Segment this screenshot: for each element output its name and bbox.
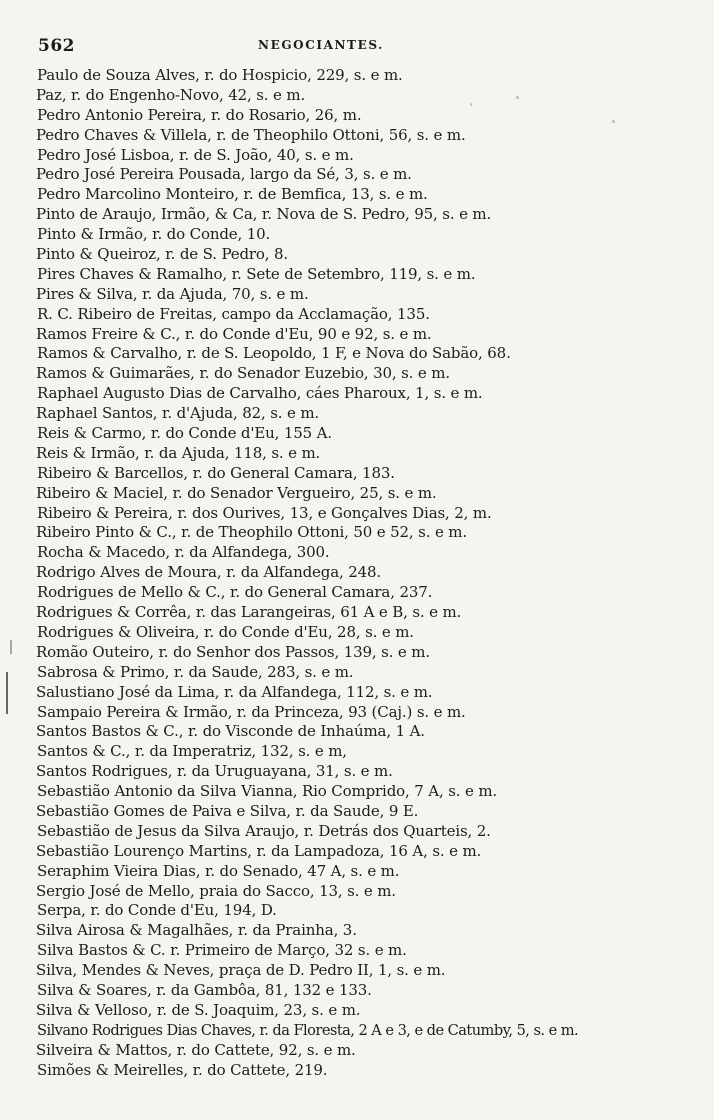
merchant-entry: Sebastião Antonio da Silva Vianna, Rio Comprido, 7 A, s. e m. [37,782,498,801]
merchant-entry: Santos Rodrigues, r. da Uruguayana, 31, s. e m. [36,762,393,781]
merchant-entry: Ramos & Carvalho, r. de S. Leopoldo, 1 F, e Nova do Sabão, 68. [37,344,511,363]
merchant-entry: Seraphim Vieira Dias, r. do Senado, 47 A, s. e m. [37,861,400,880]
merchant-entry: Sabrosa & Primo, r. da Saude, 283, s. e m. [37,662,354,681]
merchant-entry: Santos Bastos & C., r. do Visconde de Inhaúma, 1 A. [36,722,425,741]
merchant-entry: Romão Outeiro, r. do Senhor dos Passos, 139, s. e m. [36,642,430,661]
merchant-entry: Pedro Antonio Pereira, r. do Rosario, 26, m. [37,105,362,124]
running-head: NEGOCIANTES. [258,38,384,52]
merchant-entry: Ribeiro Pinto & C., r. de Theophilo Ottoni, 50 e 52, s. e m. [36,523,467,542]
merchant-entry: Santos & C., r. da Imperatriz, 132, s. e m, [37,742,347,761]
merchant-entry: Paulo de Souza Alves, r. do Hospicio, 229, s. e m. [37,66,403,84]
merchant-list [36,66,708,1080]
merchant-entry: Pires Chaves & Ramalho, r. Sete de Setembro, 119, s. e m. [37,264,476,283]
page-header [38,36,458,58]
merchant-entry: Pedro Marcolino Monteiro, r. de Bemfica, 13, s. e m. [37,185,428,204]
merchant-entry: Ribeiro & Barcellos, r. do General Camara, 183. [37,463,395,482]
merchant-entry: Sebastião Lourenço Martins, r. da Lampadoza, 16 A, s. e m. [36,841,482,860]
merchant-entry: Pedro José Pereira Pousada, largo da Sé, 3, s. e m. [36,165,412,184]
merchant-entry: Silva, Mendes & Neves, praça de D. Pedro II, 1, s. e m. [36,961,446,980]
merchant-entry: Simões & Meirelles, r. do Cattete, 219. [37,1060,328,1079]
merchant-entry: Sebastião de Jesus da Silva Araujo, r. Detrás dos Quarteis, 2. [37,821,491,840]
merchant-entry: Reis & Irmão, r. da Ajuda, 118, s. e m. [36,443,321,462]
merchant-entry: Pinto & Irmão, r. do Conde, 10. [37,225,271,244]
merchant-entry: Pedro Chaves & Villela, r. de Theophilo Ottoni, 56, s. e m. [36,125,466,144]
page-number: 562 [38,36,75,56]
merchant-entry: Sampaio Pereira & Irmão, r. da Princeza, 93 (Caj.) s. e m. [37,702,466,721]
merchant-entry: Silva & Soares, r. da Gambôa, 81, 132 e 133. [37,980,372,999]
merchant-entry: Ribeiro & Pereira, r. dos Ourives, 13, e Gonçalves Dias, 2, m. [37,503,492,522]
merchant-entry: Salustiano José da Lima, r. da Alfandega, 112, s. e m. [36,682,433,701]
merchant-entry: Pedro José Lisboa, r. de S. João, 40, s. e m. [37,145,354,164]
merchant-entry: Silvano Rodrigues Dias Chaves, r. da Floresta, 2 A e 3, e de Catumby, 5, s. e m. [37,1021,579,1039]
merchant-entry: Ramos Freire & C., r. do Conde d'Eu, 90 e 92, s. e m. [36,324,432,343]
merchant-entry: Rodrigues de Mello & C., r. do General Camara, 237. [37,583,433,602]
merchant-entry: R. C. Ribeiro de Freitas, campo da Acclamação, 135. [37,304,430,323]
merchant-entry: Silveira & Mattos, r. do Cattete, 92, s. e m. [36,1040,356,1059]
merchant-entry: Pires & Silva, r. da Ajuda, 70, s. e m. [36,284,309,303]
merchant-entry: Rodrigues & Oliveira, r. do Conde d'Eu, 28, s. e m. [37,622,414,641]
merchant-entry: Reis & Carmo, r. do Conde d'Eu, 155 A. [37,424,332,443]
page-edge-mark [10,640,12,654]
merchant-entry: Sergio José de Mello, praia do Sacco, 13, s. e m. [36,881,396,900]
merchant-entry: Rodrigues & Corrêa, r. das Larangeiras, 61 A e B, s. e m. [36,603,462,622]
merchant-entry: Raphael Augusto Dias de Carvalho, cáes Pharoux, 1, s. e m. [37,384,483,403]
paper-speck [470,103,472,106]
merchant-entry: Pinto de Araujo, Irmão, & Ca, r. Nova de S. Pedro, 95, s. e m. [36,205,492,224]
page-edge-mark [6,672,8,714]
merchant-entry: Serpa, r. do Conde d'Eu, 194, D. [37,901,277,920]
merchant-entry: Silva Airosa & Magalhães, r. da Prainha, 3. [36,921,357,940]
merchant-entry: Rocha & Macedo, r. da Alfandega, 300. [37,543,330,562]
merchant-entry: Raphael Santos, r. d'Ajuda, 82, s. e m. [36,404,320,423]
merchant-entry: Sebastião Gomes de Paiva e Silva, r. da Saude, 9 E. [36,801,419,820]
merchant-entry: Silva Bastos & C. r. Primeiro de Março, 32 s. e m. [37,941,407,960]
merchant-entry: Ribeiro & Maciel, r. do Senador Vergueiro, 25, s. e m. [36,483,437,502]
merchant-entry: Silva & Velloso, r. de S. Joaquim, 23, s. e m. [36,1000,361,1019]
paper-speck [612,120,615,123]
merchant-entry: Rodrigo Alves de Moura, r. da Alfandega, 248. [36,563,382,582]
merchant-entry: Paz, r. do Engenho-Novo, 42, s. e m. [36,85,306,104]
merchant-entry: Pinto & Queiroz, r. de S. Pedro, 8. [36,245,289,264]
paper-speck [516,96,519,99]
merchant-entry: Ramos & Guimarães, r. do Senador Euzebio, 30, s. e m. [36,364,450,383]
